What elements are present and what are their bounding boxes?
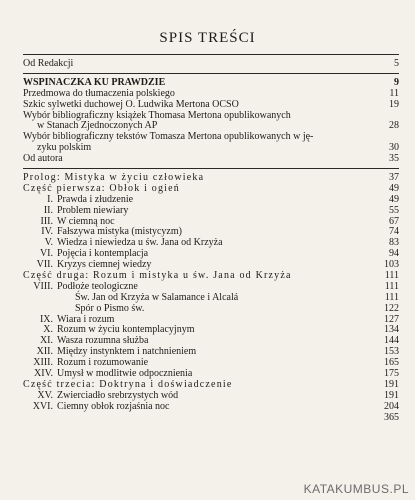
toc-page-number: 94: [389, 248, 399, 260]
toc-entry: [23, 59, 399, 70]
toc-page-number: 28: [389, 120, 399, 132]
toc-entry-text: Rozum i rozumowanie: [57, 357, 149, 369]
toc-entry-text: Wiara i rozum: [57, 313, 115, 325]
toc-page-number: 111: [384, 270, 399, 282]
top-rule: [23, 54, 399, 55]
chapter-number: VIII.: [33, 280, 53, 292]
chapter-number: V.: [44, 237, 53, 249]
toc-entry-text: Św. Jan od Krzyża w Salamance i Alcalá: [75, 291, 239, 303]
toc-entry-label: [23, 59, 73, 70]
toc-entry-text: Pojęcia i kontemplacja: [57, 248, 149, 260]
toc-entry-text: Wasza rozumna służba: [57, 335, 149, 347]
toc-entry-text: Część trzecia: Doktryna i doświadczenie: [23, 378, 233, 390]
toc-page-number: 204: [384, 400, 399, 412]
toc-page-number: 30: [389, 142, 399, 154]
toc-entry-text: zyku polskim: [37, 142, 92, 154]
toc-entry-text: Prolog: Mistyka w życiu człowieka: [23, 172, 205, 184]
section-rule: [23, 73, 399, 74]
toc-entry-text: Wybór bibliograficzny książek Thomasa Mertona opublikowanych: [23, 109, 291, 121]
chapter-number: III.: [40, 215, 53, 227]
chapter-number: VII.: [36, 259, 53, 271]
toc-entry-text: Ciemny obłok rozjaśnia noc: [57, 400, 170, 412]
page-number: 365: [384, 411, 399, 423]
chapter-number: XVI.: [32, 400, 53, 412]
toc-page-number: 37: [389, 172, 399, 184]
toc-page-number: 175: [384, 368, 399, 380]
toc-entry-text: Od autora: [23, 153, 63, 165]
toc-page-number: 49: [389, 182, 399, 194]
section-rule: [23, 168, 399, 169]
toc-entry-text: w Stanach Zjednoczonych AP: [37, 120, 158, 132]
toc-page-number: 19: [389, 98, 399, 110]
toc-page-number: 165: [384, 357, 399, 369]
toc-page-number: 144: [384, 335, 399, 347]
chapter-number: IV.: [41, 226, 53, 238]
page-title: SPIS TREŚCI: [159, 30, 256, 46]
toc-page-number: 122: [384, 302, 399, 314]
toc-entry-text: Prawda i złudzenie: [57, 193, 134, 205]
chapter-number: IX.: [39, 313, 53, 325]
toc-page-number: 67: [389, 215, 399, 227]
toc-entry-text: WSPINACZKA KU PRAWDZIE: [23, 76, 166, 88]
toc-page-number: 35: [389, 153, 399, 165]
toc-page-number: 103: [384, 259, 399, 271]
toc-entry-text: Problem niewiary: [57, 204, 129, 216]
toc-entry-text: Rozum w życiu kontemplacyjnym: [57, 324, 195, 336]
table-of-contents: [23, 54, 399, 424]
toc-entry-text: Część druga: Rozum i mistyka u św. Jana od Krzyża: [23, 270, 292, 282]
chapter-number: II.: [43, 204, 53, 216]
chapter-number: I.: [47, 193, 53, 205]
toc-page-number: 127: [384, 313, 399, 325]
toc-entry-text: Zwierciadło srebrzystych wód: [57, 389, 179, 401]
chapter-number: XV.: [37, 389, 53, 401]
toc-page-number: 134: [384, 324, 399, 336]
toc-page-number: 5: [394, 58, 399, 69]
toc-entry-text: Wybór bibliograficzny tekstów Tomasza Mertona opublikowanych w ję-: [23, 131, 314, 143]
toc-entry-text: Między instynktem i natchnieniem: [57, 346, 197, 358]
watermark-text: KATAKUMBUS.PL: [303, 482, 409, 496]
toc-page-number: 153: [384, 346, 399, 358]
toc-entry-label: [23, 154, 63, 165]
toc-page-number: 49: [389, 193, 399, 205]
chapter-number: XII.: [36, 346, 53, 358]
toc-entry-text: Wiedza i niewiedza u św. Jana od Krzyża: [57, 237, 223, 249]
toc-page-number: 74: [389, 226, 399, 238]
toc-entry-label: [23, 402, 169, 413]
chapter-number: VI.: [39, 248, 53, 260]
watermark: [304, 482, 409, 496]
toc-page-number: 111: [384, 291, 399, 303]
toc-entry-text: Część pierwsza: Obłok i ogień: [23, 182, 180, 194]
toc-page-number: 191: [384, 378, 399, 390]
toc-entry-text: Spór o Pismo św.: [75, 302, 145, 314]
toc-page-number: 83: [389, 237, 399, 249]
toc-page-number: 111: [384, 280, 399, 292]
toc-entry-text: W ciemną noc: [57, 215, 115, 227]
toc-page-number: 11: [389, 87, 399, 99]
chapter-number: X.: [43, 324, 53, 336]
toc-page-number: 9: [394, 76, 399, 88]
toc-entry-text: Od Redakcji: [23, 58, 74, 69]
toc-entry: [23, 143, 399, 154]
toc-entry-text: Przedmowa do tłumaczenia polskiego: [23, 87, 175, 99]
chapter-number: XIV.: [34, 368, 53, 380]
chapter-number: XIII.: [33, 357, 53, 369]
chapter-number: XI.: [39, 335, 53, 347]
toc-entry-text: Umysł w modlitwie odpocznienia: [57, 368, 193, 380]
toc-page-number: 55: [389, 204, 399, 216]
toc-entry: [23, 402, 399, 413]
toc-entry-text: Kryzys ciemnej wiedzy: [57, 259, 152, 271]
page-number-row: [23, 413, 399, 424]
toc-entry: [23, 154, 399, 165]
toc-entry-text: Szkic sylwetki duchowej O. Ludwika Mertona OCSO: [23, 98, 239, 110]
toc-entry-text: Fałszywa mistyka (mistycyzm): [57, 226, 182, 238]
toc-entry-text: Podłoże teologiczne: [57, 280, 138, 292]
toc-page-number: 191: [384, 389, 399, 401]
